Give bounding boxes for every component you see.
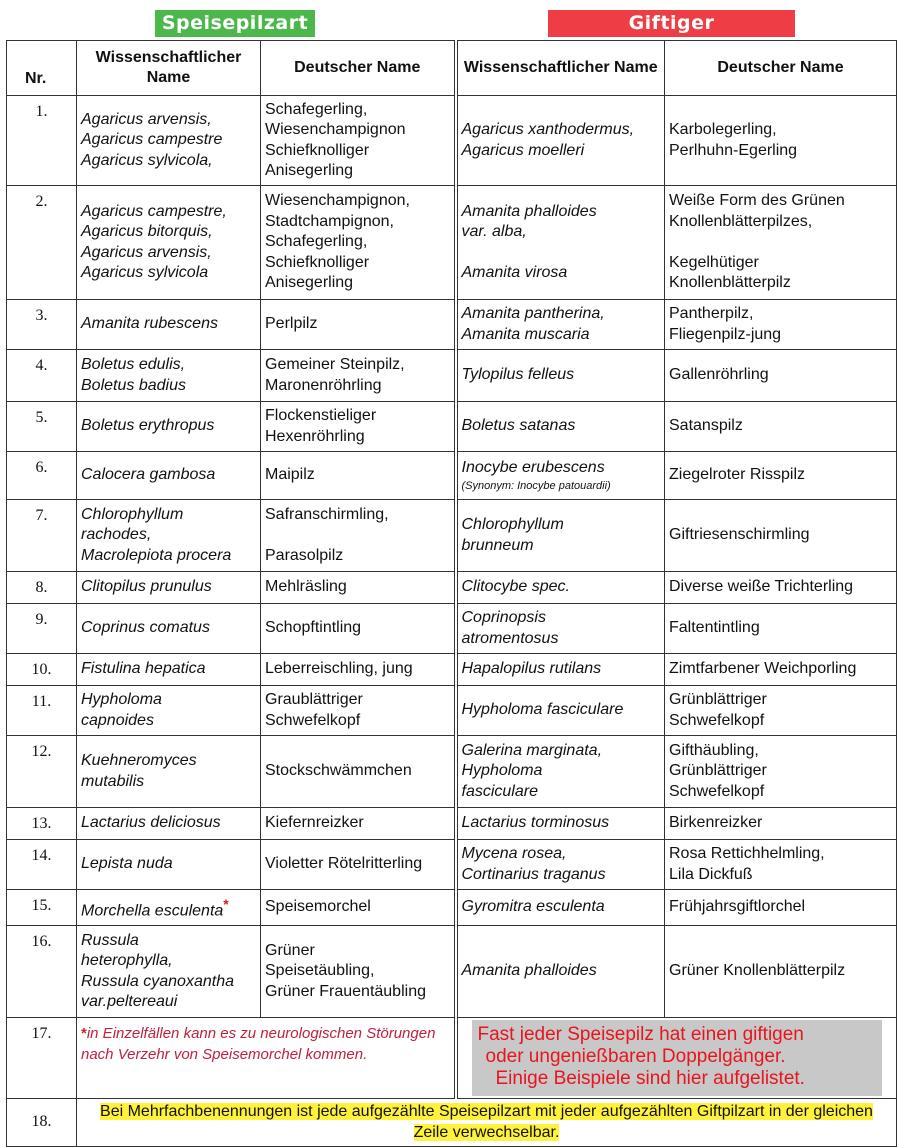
poison-german-name xyxy=(665,736,897,808)
callout-line-3: Einige Beispiele sind hier aufgelistet. xyxy=(495,1068,805,1089)
edible-scientific-name-text: Fistulina hepatica xyxy=(81,660,206,678)
edible-german-name xyxy=(261,654,456,686)
poison-scientific-name-text: Gyromitra esculenta xyxy=(461,898,605,916)
poison-double-banner: Giftiger Doppelgänger xyxy=(548,10,795,37)
poison-german-name xyxy=(665,890,897,926)
row-number: 18. xyxy=(7,1099,77,1147)
poison-german-name-text: Birkenreizker xyxy=(669,814,763,832)
edible-scientific-name-text: Clitopilus prunulus xyxy=(81,578,212,596)
poison-german-name xyxy=(665,186,897,300)
edible-german-name-text: Gemeiner Steinpilz, Maronenröhrling xyxy=(265,356,405,394)
edible-german-name xyxy=(261,96,456,186)
row-number-text: 14. xyxy=(31,847,52,864)
edible-scientific-name xyxy=(77,604,261,654)
row-number xyxy=(7,500,77,572)
poison-scientific-name xyxy=(456,736,665,808)
poison-scientific-name-text: Clitocybe spec. xyxy=(461,578,570,596)
poison-german-name xyxy=(665,402,897,452)
table-row xyxy=(7,890,897,926)
row-number xyxy=(7,736,77,808)
poison-german-name xyxy=(665,926,897,1018)
edible-scientific-name xyxy=(77,300,261,350)
edible-german-name xyxy=(261,452,456,500)
poison-scientific-name xyxy=(456,350,665,402)
edible-scientific-name-text: Chlorophyllum rachodes, Macrolepiota procera xyxy=(81,505,232,564)
multi-naming-note xyxy=(77,1099,897,1147)
table-row xyxy=(7,350,897,402)
edible-scientific-name xyxy=(77,840,261,890)
edible-german-name-text: Stockschwämmchen xyxy=(265,762,412,780)
poison-german-name xyxy=(665,350,897,402)
row-number-text: 4. xyxy=(35,357,48,374)
row-number-text: 7. xyxy=(35,507,48,524)
table-row-17 xyxy=(7,1018,897,1099)
edible-scientific-name-text: Lactarius deliciosus xyxy=(81,814,221,832)
edible-scientific-name xyxy=(77,736,261,808)
row-number xyxy=(7,350,77,402)
table-row xyxy=(7,452,897,500)
poison-german-name-text: Ziegelroter Risspilz xyxy=(669,466,806,484)
mushroom-lookalike-table xyxy=(6,40,897,1147)
edible-german-name xyxy=(261,300,456,350)
edible-scientific-name-text: Agaricus arvensis, Agaricus campestre Agaricus sylvicola, xyxy=(81,110,223,169)
morchel-footnote xyxy=(77,1018,456,1099)
poison-german-name-text: Frühjahrsgiftlorchel xyxy=(669,898,806,916)
table-row xyxy=(7,300,897,350)
row-number-text: 6. xyxy=(35,459,48,476)
poison-german-name-text: Gifthäubling, Grünblättriger Schwefelkopf xyxy=(669,741,767,800)
edible-scientific-name-text: Russula heterophylla, Russula cyanoxantha var.peltereaui xyxy=(81,931,234,1010)
poison-scientific-name-text: Hypholoma fasciculare xyxy=(461,701,624,719)
poison-scientific-name xyxy=(456,402,665,452)
row-number-text: 3. xyxy=(35,307,48,324)
header-sci-poison: Wissenschaftlicher Name xyxy=(456,41,665,96)
poison-scientific-name-text: Boletus satanas xyxy=(461,417,576,435)
edible-german-name xyxy=(261,500,456,572)
edible-scientific-name xyxy=(77,808,261,840)
callout-line-1: Fast jeder Speisepilz hat einen giftigen xyxy=(477,1024,804,1045)
table-row xyxy=(7,500,897,572)
poison-scientific-name xyxy=(456,572,665,604)
edible-german-name-text: Graublättriger Schwefelkopf xyxy=(265,691,363,729)
row-number-text: 12. xyxy=(31,743,52,760)
table-row xyxy=(7,402,897,452)
edible-scientific-name xyxy=(77,186,261,300)
row-number xyxy=(7,686,77,736)
poison-german-name xyxy=(665,840,897,890)
poison-scientific-name-text: Coprinopsis atromentosus xyxy=(461,609,559,647)
row-number xyxy=(7,926,77,1018)
callout-cell xyxy=(456,1018,897,1099)
row-number xyxy=(7,572,77,604)
edible-scientific-name xyxy=(77,350,261,402)
row-number-text: 11. xyxy=(31,693,52,710)
poison-scientific-name-text: Amanita phalloides var. alba, Amanita virosa xyxy=(461,202,597,281)
row-number-text: 8. xyxy=(35,579,48,596)
row-number xyxy=(7,654,77,686)
poison-german-name-text: Karbolegerling, Perlhuhn-Egerling xyxy=(669,121,798,159)
poison-scientific-name xyxy=(456,808,665,840)
poison-scientific-name xyxy=(456,604,665,654)
table-row xyxy=(7,686,897,736)
poison-scientific-name xyxy=(456,186,665,300)
edible-scientific-name xyxy=(77,890,261,926)
edible-german-name-text: Mehlräsling xyxy=(265,578,347,596)
poison-scientific-name xyxy=(456,500,665,572)
poison-scientific-name xyxy=(456,452,665,500)
poison-scientific-name-text: Inocybe erubescens xyxy=(461,459,605,477)
header-de-edible: Deutscher Name xyxy=(261,41,456,96)
poison-german-name-text: Zimtfarbener Weichporling xyxy=(669,660,857,678)
edible-german-name-text: Perlpilz xyxy=(265,315,318,333)
edible-german-name-text: Leberreischling, jung xyxy=(265,660,413,678)
edible-scientific-name-text: Morchella esculenta xyxy=(81,901,224,919)
table-row xyxy=(7,604,897,654)
poison-german-name xyxy=(665,686,897,736)
poison-german-name-text: Diverse weiße Trichterling xyxy=(669,578,854,596)
header-de-poison: Deutscher Name xyxy=(665,41,897,96)
poison-german-name-text: Pantherpilz, Fliegenpilz-jung xyxy=(669,305,782,343)
poison-scientific-name-text: Galerina marginata, Hypholoma fasciculare xyxy=(461,741,603,800)
edible-german-name-text: Schopftintling xyxy=(265,619,362,637)
row-number-text: 16. xyxy=(31,933,52,950)
row-number xyxy=(7,890,77,926)
edible-german-name-text: Maipilz xyxy=(265,466,315,484)
row-number xyxy=(7,840,77,890)
row-number xyxy=(7,452,77,500)
poison-german-name-text: Grüner Knollenblätterpilz xyxy=(669,962,846,980)
footnote-star: * xyxy=(223,895,229,912)
edible-scientific-name-text: Agaricus campestre, Agaricus bitorquis, Agaricus arvensis, Agaricus sylvicola xyxy=(81,202,227,281)
row-number: 17. xyxy=(7,1018,77,1099)
poison-scientific-name-text: Agaricus xanthodermus, Agaricus moelleri xyxy=(461,121,635,159)
poison-german-name xyxy=(665,654,897,686)
poison-scientific-name xyxy=(456,654,665,686)
edible-scientific-name xyxy=(77,686,261,736)
edible-scientific-name-text: Boletus edulis, Boletus badius xyxy=(81,356,186,394)
edible-scientific-name xyxy=(77,572,261,604)
edible-german-name-text: Flockenstieliger Hexenröhrling xyxy=(265,407,377,445)
poison-scientific-name-text: Amanita pantherina, Amanita muscaria xyxy=(461,305,605,343)
poison-german-name xyxy=(665,300,897,350)
table-row xyxy=(7,736,897,808)
poison-german-name-text: Satanspilz xyxy=(669,417,743,435)
edible-german-name-text: Kiefernreizker xyxy=(265,814,364,832)
edible-german-name xyxy=(261,926,456,1018)
row-number xyxy=(7,96,77,186)
table-row xyxy=(7,96,897,186)
footnote-text: in Einzelfällen kann es zu neurologischen Störungen nach Verzehr von Speisemorchel kommen. xyxy=(81,1025,436,1063)
edible-scientific-name xyxy=(77,500,261,572)
poison-german-name-text: Faltentintling xyxy=(669,619,760,637)
edible-german-name-text: Speisemorchel xyxy=(265,898,371,916)
table-row xyxy=(7,572,897,604)
edible-scientific-name-text: Calocera gambosa xyxy=(81,466,216,484)
poison-german-name xyxy=(665,500,897,572)
edible-scientific-name-text: Hypholoma capnoides xyxy=(81,691,162,729)
edible-german-name xyxy=(261,686,456,736)
table-row xyxy=(7,654,897,686)
edible-scientific-name-text: Kuehneromyces mutabilis xyxy=(81,752,197,790)
edible-german-name-text: Grüner Speisetäubling, Grüner Frauentäubling xyxy=(265,941,426,1000)
synonym-note: (Synonym: Inocybe patouardii) xyxy=(461,479,611,492)
table-row xyxy=(7,186,897,300)
edible-german-name xyxy=(261,808,456,840)
table-header-row xyxy=(7,41,897,96)
edible-scientific-name xyxy=(77,926,261,1018)
poison-scientific-name-text: Chlorophyllum brunneum xyxy=(461,516,564,554)
row-number xyxy=(7,402,77,452)
edible-german-name xyxy=(261,402,456,452)
poison-german-name xyxy=(665,808,897,840)
poison-scientific-name xyxy=(456,96,665,186)
poison-german-name-text: Weiße Form des Grünen Knollenblätterpilzes, Kegelhütiger Knollenblätterpilz xyxy=(669,192,845,292)
poison-scientific-name xyxy=(456,890,665,926)
row-number-text: 13. xyxy=(31,815,52,832)
multi-naming-note-text: Bei Mehrfachbenennungen ist jede aufgezählte Speisepilzart mit jeder aufgezählten Giftpilzart in der gleichen Zeile verwechselbar. xyxy=(100,1103,873,1141)
poison-german-name xyxy=(665,604,897,654)
poison-german-name xyxy=(665,452,897,500)
edible-scientific-name-text: Lepista nuda xyxy=(81,855,173,873)
poison-scientific-name xyxy=(456,840,665,890)
row-number-text: 15. xyxy=(31,897,52,914)
poison-scientific-name-text: Tylopilus felleus xyxy=(461,366,575,384)
edible-german-name xyxy=(261,186,456,300)
row-number xyxy=(7,186,77,300)
edible-scientific-name xyxy=(77,452,261,500)
row-number xyxy=(7,604,77,654)
poison-german-name-text: Giftriesenschirmling xyxy=(669,526,810,544)
poison-scientific-name-text: Lactarius torminosus xyxy=(461,814,610,832)
edible-scientific-name-text: Boletus erythropus xyxy=(81,417,215,435)
table-row xyxy=(7,808,897,840)
poison-scientific-name-text: Amanita phalloides xyxy=(461,962,597,980)
edible-german-name-text: Violetter Rötelritterling xyxy=(265,855,423,873)
footnote-star: * xyxy=(81,1025,87,1042)
poison-german-name xyxy=(665,572,897,604)
edible-german-name-text: Wiesenchampignon, Stadtchampignon, Schafegerling, Schiefknolliger Anisegerling xyxy=(265,192,410,292)
edible-scientific-name xyxy=(77,654,261,686)
callout-line-2: oder ungenießbaren Doppelgänger. xyxy=(485,1046,786,1067)
edible-scientific-name-text: Amanita rubescens xyxy=(81,315,218,333)
edible-german-name xyxy=(261,572,456,604)
edible-species-banner: Speisepilzart xyxy=(155,10,315,37)
edible-german-name xyxy=(261,890,456,926)
edible-scientific-name xyxy=(77,402,261,452)
poison-scientific-name-text: Hapalopilus rutilans xyxy=(461,660,602,678)
poison-scientific-name-text: Mycena rosea, Cortinarius traganus xyxy=(461,845,606,883)
table-row xyxy=(7,840,897,890)
row-number xyxy=(7,808,77,840)
edible-scientific-name-text: Coprinus comatus xyxy=(81,619,210,637)
poison-german-name-text: Grünblättriger Schwefelkopf xyxy=(669,691,767,729)
header-nr: Nr. xyxy=(7,41,77,96)
row-number-text: 5. xyxy=(35,409,48,426)
row-number-text: 10. xyxy=(31,661,52,678)
poison-german-name xyxy=(665,96,897,186)
lookalike-callout xyxy=(472,1020,883,1096)
poison-scientific-name xyxy=(456,926,665,1018)
edible-german-name-text: Safranschirmling, Parasolpilz xyxy=(265,505,389,564)
poison-scientific-name xyxy=(456,300,665,350)
edible-german-name xyxy=(261,736,456,808)
table-row xyxy=(7,926,897,1018)
edible-german-name xyxy=(261,840,456,890)
header-sci-edible: Wissenschaftlicher Name xyxy=(77,41,261,96)
row-number-text: 1. xyxy=(35,103,48,120)
poison-german-name-text: Gallenröhrling xyxy=(669,366,769,384)
edible-german-name xyxy=(261,604,456,654)
poison-scientific-name xyxy=(456,686,665,736)
row-number xyxy=(7,300,77,350)
row-number-text: 2. xyxy=(35,193,48,210)
edible-german-name-text: Schafegerling, Wiesenchampignon Schiefknolliger Anisegerling xyxy=(265,100,406,179)
edible-scientific-name xyxy=(77,96,261,186)
table-row-18 xyxy=(7,1099,897,1147)
row-number-text: 9. xyxy=(35,611,48,628)
edible-german-name xyxy=(261,350,456,402)
poison-german-name-text: Rosa Rettichhelmling, Lila Dickfuß xyxy=(669,845,825,883)
